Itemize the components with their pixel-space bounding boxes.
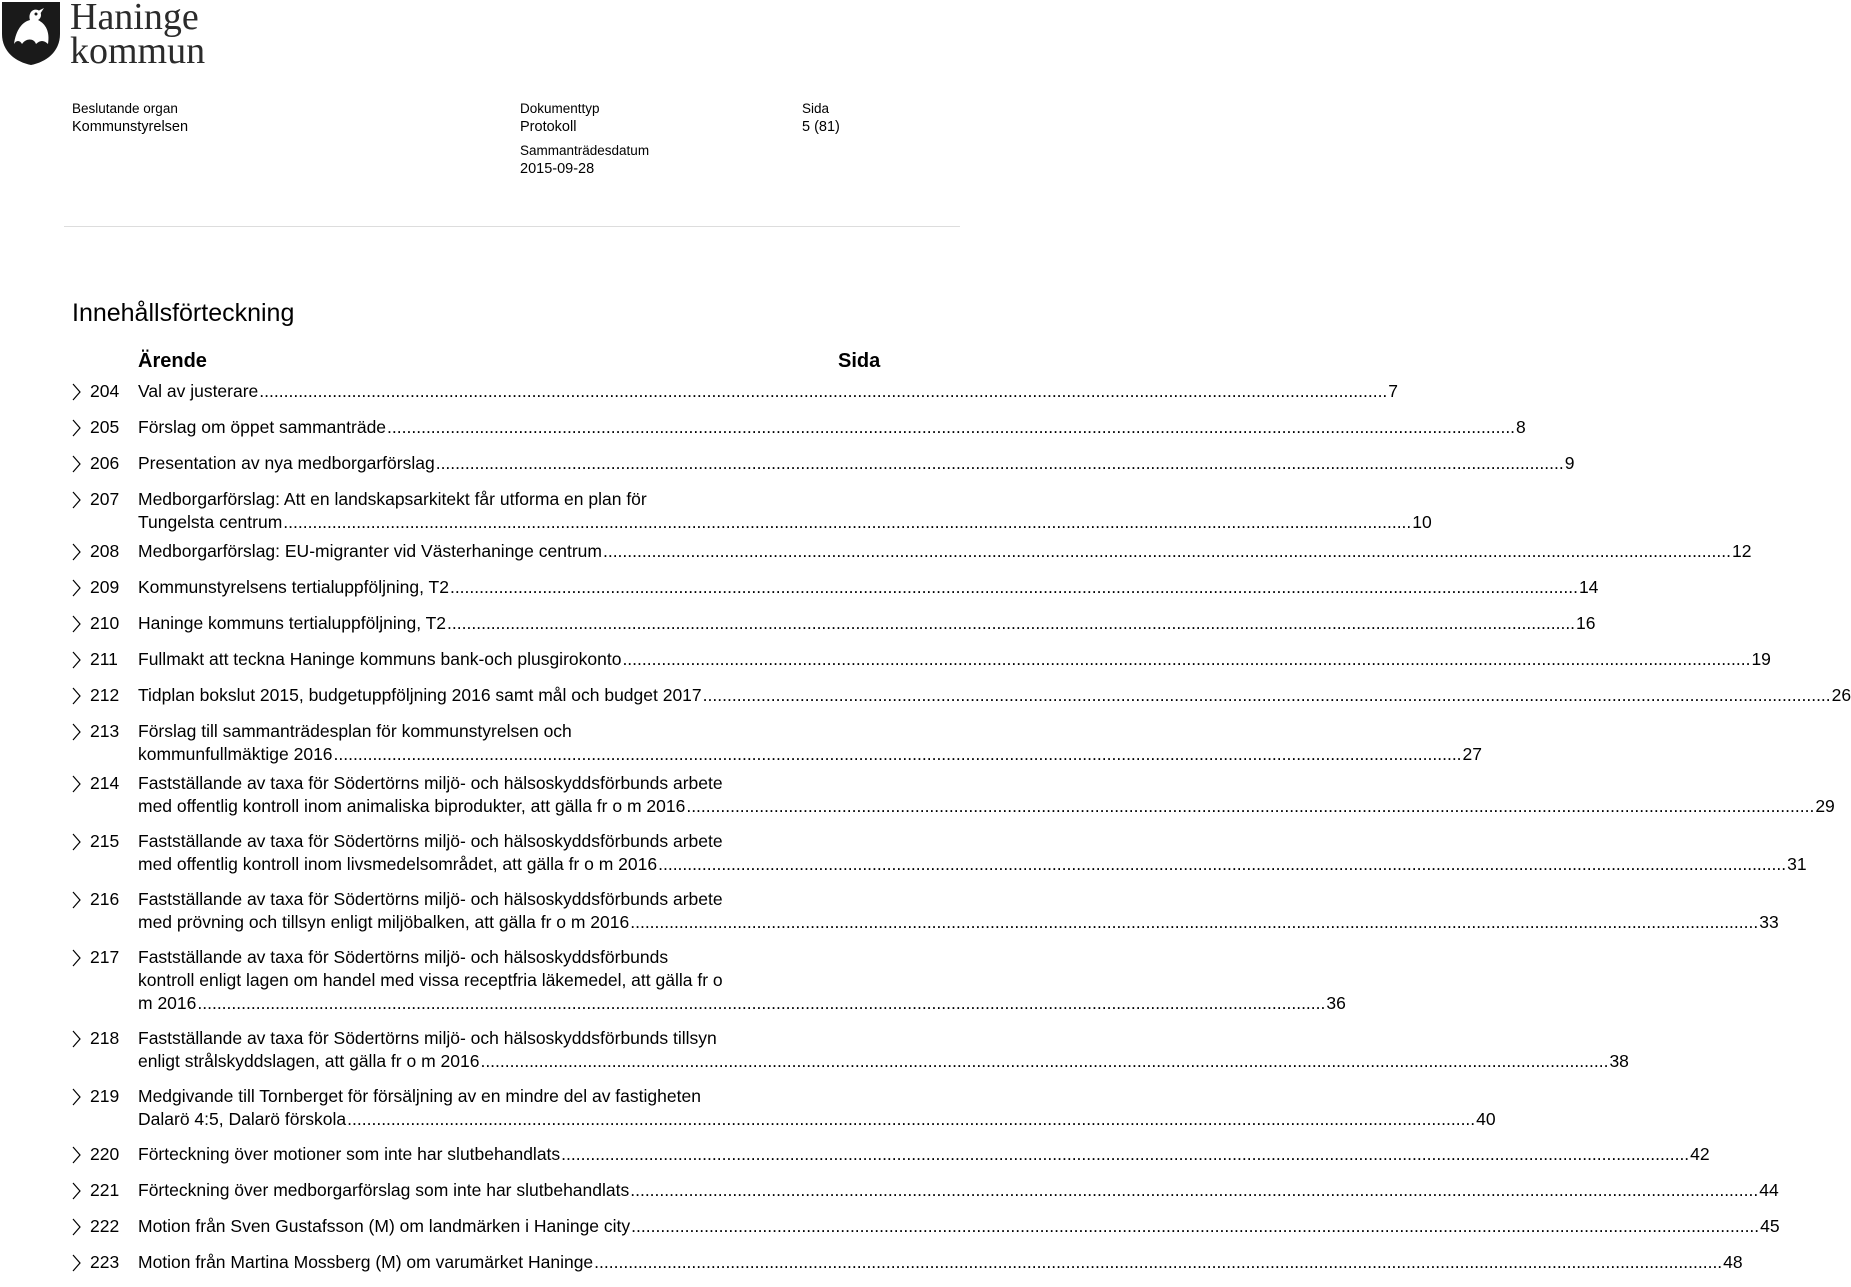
- toc-entry-number: 221: [90, 1180, 120, 1200]
- toc-entry-title: Medborgarförslag: EU-migranter vid Västerhaninge centrum: [138, 541, 602, 561]
- header-divider: [64, 226, 960, 227]
- meta-date: [520, 142, 649, 178]
- dot-leader: [703, 684, 1831, 707]
- toc-entry-number: 223: [90, 1252, 120, 1272]
- dot-leader: [603, 540, 1731, 563]
- meta-organ: [72, 100, 188, 136]
- chevron-right-icon[interactable]: [72, 946, 90, 976]
- toc-entry-page: 27: [1462, 744, 1483, 764]
- dot-leader: [561, 1143, 1689, 1166]
- toc-entry-last-line: [138, 1108, 1496, 1131]
- toc-entry[interactable]: [72, 576, 1599, 606]
- toc-entry-title: med prövning och tillsyn enligt miljöbalken, att gälla fr o m 2016: [138, 912, 630, 932]
- toc-entry-body: [138, 1251, 1743, 1281]
- meta-doctype: [520, 100, 600, 136]
- toc-entry-last-line: [138, 992, 1346, 1015]
- toc-entry-line: Fastställande av taxa för Södertörns miljö- och hälsoskyddsförbunds tillsyn: [138, 1028, 717, 1048]
- toc-entry[interactable]: [72, 1027, 1629, 1073]
- logo-text-line1: Haninge: [70, 0, 199, 38]
- toc-entry-last-line: [138, 511, 1432, 534]
- toc-entry-number: 219: [90, 1086, 120, 1106]
- dot-leader: [630, 911, 1758, 934]
- toc-entry-title: med offentlig kontroll inom livsmedelsområdet, att gälla fr o m 2016: [138, 854, 658, 874]
- dot-leader: [347, 1108, 1475, 1131]
- dot-leader: [436, 452, 1564, 475]
- toc-entry-page: 7: [1388, 381, 1399, 401]
- toc-entry-last-line: [138, 416, 1526, 439]
- meta-date-value: 2015-09-28: [520, 161, 595, 177]
- toc-entry-number: 207: [90, 489, 120, 509]
- toc-entry[interactable]: [72, 648, 1771, 678]
- toc-entry-number: 210: [90, 613, 120, 633]
- toc-entry-page: 38: [1609, 1051, 1629, 1071]
- toc-entry-page: 40: [1476, 1109, 1496, 1129]
- dot-leader: [630, 1179, 1758, 1202]
- column-header-page: Sida: [838, 350, 881, 372]
- toc-entry-title: Kommunstyrelsens tertialuppföljning, T2: [138, 577, 449, 597]
- toc-entry-page: 14: [1578, 577, 1599, 597]
- chevron-right-icon[interactable]: [72, 1085, 90, 1115]
- toc-entry-number: 213: [90, 721, 120, 741]
- meta-page: [802, 100, 840, 136]
- toc-entry-title: enligt strålskyddslagen, att gälla fr o m 2016: [138, 1051, 480, 1071]
- toc-entry[interactable]: [72, 946, 1346, 1015]
- toc-entry-page: 44: [1759, 1180, 1779, 1200]
- chevron-right-icon[interactable]: [72, 576, 90, 606]
- chevron-right-icon[interactable]: [72, 648, 90, 678]
- toc-entry[interactable]: [72, 416, 1526, 446]
- toc-entry-number: 211: [90, 649, 118, 669]
- toc-entry-last-line: [138, 795, 1835, 818]
- toc-entry-title: Förteckning över motioner som inte har slutbehandlats: [138, 1144, 561, 1164]
- toc-entry-title: Tungelsta centrum: [138, 512, 283, 532]
- toc-entry-last-line: [138, 540, 1751, 563]
- toc-entry-number: 214: [90, 773, 120, 793]
- toc-entry[interactable]: [72, 772, 1835, 818]
- toc-entry-title: kommunfullmäktige 2016: [138, 744, 333, 764]
- toc-entry[interactable]: [72, 380, 1399, 410]
- chevron-right-icon[interactable]: [72, 416, 90, 446]
- dot-leader: [197, 992, 1325, 1015]
- toc-entry[interactable]: [72, 540, 1752, 570]
- toc-entry-body: [138, 684, 1851, 714]
- toc-entry-number: 222: [90, 1216, 120, 1236]
- toc-entry-last-line: [138, 1251, 1743, 1274]
- dot-leader: [658, 853, 1786, 876]
- toc-list: [72, 380, 1851, 1287]
- meta-page-value: 5 (81): [802, 119, 840, 135]
- toc-entry-number: 217: [90, 947, 120, 967]
- toc-entry-body: [138, 380, 1398, 410]
- toc-entry-page: 42: [1690, 1144, 1710, 1164]
- dot-leader: [283, 511, 1411, 534]
- toc-entry-body: [138, 1085, 1496, 1131]
- toc-entry-last-line: [138, 1215, 1780, 1238]
- toc-entry[interactable]: [72, 1251, 1743, 1281]
- toc-entry-page: 48: [1723, 1252, 1743, 1272]
- toc-entry-page: 10: [1412, 512, 1432, 532]
- toc-entry-page: 8: [1516, 417, 1526, 437]
- dot-leader: [631, 1215, 1759, 1238]
- toc-entry[interactable]: [72, 1215, 1780, 1245]
- chevron-right-icon[interactable]: [72, 540, 90, 570]
- meta-doctype-label: Dokumenttyp: [520, 101, 600, 116]
- coat-of-arms-icon: [0, 0, 62, 66]
- toc-entry-last-line: [138, 380, 1398, 403]
- toc-entry-last-line: [138, 911, 1779, 934]
- toc-entry-page: 36: [1326, 993, 1346, 1013]
- toc-entry-body: [138, 1027, 1629, 1073]
- chevron-right-icon[interactable]: [72, 612, 90, 642]
- dot-leader: [622, 648, 1750, 671]
- logo-text-line2: kommun: [70, 30, 206, 72]
- dot-leader: [334, 743, 1462, 766]
- toc-entry-last-line: [138, 612, 1596, 635]
- toc-entry-page: 12: [1731, 541, 1752, 561]
- dot-leader: [387, 416, 1515, 439]
- toc-entry-body: [138, 1143, 1710, 1173]
- toc-entry-page: 16: [1576, 613, 1596, 633]
- toc-entry-number: 204: [90, 381, 120, 401]
- toc-entry-body: [138, 576, 1598, 606]
- toc-entry-title: Dalarö 4:5, Dalarö förskola: [138, 1109, 347, 1129]
- toc-entry-title: Fullmakt att teckna Haninge kommuns bank-och plusgirokonto: [138, 649, 622, 669]
- toc-entry-title: med offentlig kontroll inom animaliska biprodukter, att gälla fr o m 2016: [138, 796, 686, 816]
- dot-leader: [450, 576, 1578, 599]
- toc-entry-line: Fastställande av taxa för Södertörns miljö- och hälsoskyddsförbunds arbete: [138, 889, 723, 909]
- toc-entry-line: Fastställande av taxa för Södertörns miljö- och hälsoskyddsförbunds arbete: [138, 831, 723, 851]
- toc-entry-line: Medborgarförslag: Att en landskapsarkitekt får utforma en plan för: [138, 489, 647, 509]
- toc-entry-last-line: [138, 853, 1807, 876]
- chevron-right-icon[interactable]: [72, 380, 90, 410]
- toc-entry-title: Motion från Martina Mossberg (M) om varumärket Haninge: [138, 1252, 594, 1272]
- toc-entry[interactable]: [72, 1085, 1496, 1131]
- dot-leader: [594, 1251, 1722, 1274]
- toc-entry-last-line: [138, 684, 1851, 707]
- toc-entry-last-line: [138, 576, 1598, 599]
- toc-entry-body: [138, 1179, 1779, 1209]
- toc-entry-title: m 2016: [138, 993, 197, 1013]
- toc-entry-body: [138, 452, 1574, 482]
- toc-entry-line: Fastställande av taxa för Södertörns miljö- och hälsoskyddsförbunds arbete: [138, 773, 723, 793]
- toc-entry-body: [138, 946, 1346, 1015]
- toc-entry-body: [138, 612, 1596, 642]
- toc-entry-number: 216: [90, 889, 120, 909]
- meta-doctype-value: Protokoll: [520, 119, 577, 135]
- chevron-right-icon[interactable]: [72, 1027, 90, 1057]
- toc-entry-number: 208: [90, 541, 120, 561]
- dot-leader: [447, 612, 1575, 635]
- chevron-right-icon[interactable]: [72, 684, 90, 714]
- toc-entry-number: 206: [90, 453, 120, 473]
- chevron-right-icon[interactable]: [72, 720, 90, 750]
- toc-entry-last-line: [138, 648, 1771, 671]
- toc-entry-number: 218: [90, 1028, 120, 1048]
- toc-entry-line: Medgivande till Tornberget för försäljning av en mindre del av fastigheten: [138, 1086, 701, 1106]
- toc-entry-body: [138, 772, 1835, 818]
- toc-entry-last-line: [138, 1179, 1779, 1202]
- toc-entry[interactable]: [72, 888, 1779, 934]
- toc-entry-title: Motion från Sven Gustafsson (M) om landmärken i Haninge city: [138, 1216, 631, 1236]
- toc-entry-page: 45: [1760, 1216, 1780, 1236]
- haninge-logo: [0, 0, 230, 72]
- chevron-right-icon[interactable]: [72, 888, 90, 918]
- toc-entry-body: [138, 1215, 1780, 1245]
- toc-entry[interactable]: [72, 1143, 1710, 1173]
- meta-organ-value: Kommunstyrelsen: [72, 119, 189, 135]
- toc-entry-number: 215: [90, 831, 120, 851]
- toc-entry[interactable]: [72, 612, 1596, 642]
- toc-entry[interactable]: [72, 452, 1575, 482]
- toc-entry-last-line: [138, 1143, 1710, 1166]
- toc-entry[interactable]: [72, 1179, 1779, 1209]
- toc-entry-number: 220: [90, 1144, 120, 1164]
- toc-entry-page: 19: [1751, 649, 1771, 669]
- toc-entry-page: 26: [1831, 685, 1851, 705]
- toc-entry[interactable]: [72, 830, 1807, 876]
- toc-entry-title: Presentation av nya medborgarförslag: [138, 453, 435, 473]
- toc-entry-last-line: [138, 452, 1574, 475]
- toc-entry-page: 33: [1759, 912, 1779, 932]
- toc-entry-page: 31: [1787, 854, 1807, 874]
- chevron-right-icon[interactable]: [72, 1251, 90, 1281]
- meta-organ-label: Beslutande organ: [72, 101, 178, 116]
- toc-entry-last-line: [138, 743, 1482, 766]
- toc-entry-body: [138, 830, 1807, 876]
- toc-entry-last-line: [138, 1050, 1629, 1073]
- toc-entry[interactable]: [72, 720, 1483, 766]
- toc-entry-body: [138, 488, 1432, 534]
- toc-entry-title: Haninge kommuns tertialuppföljning, T2: [138, 613, 447, 633]
- toc-entry[interactable]: [72, 488, 1432, 534]
- chevron-right-icon[interactable]: [72, 772, 90, 802]
- toc-entry[interactable]: [72, 684, 1851, 714]
- meta-date-label: Sammanträdesdatum: [520, 143, 650, 158]
- toc-entry-number: 212: [90, 685, 120, 705]
- toc-entry-body: [138, 416, 1526, 446]
- toc-entry-page: 9: [1564, 453, 1575, 473]
- toc-entry-title: Förteckning över medborgarförslag som inte har slutbehandlats: [138, 1180, 630, 1200]
- toc-entry-body: [138, 888, 1779, 934]
- toc-entry-title: Tidplan bokslut 2015, budgetuppföljning 2016 samt mål och budget 2017: [138, 685, 702, 705]
- toc-entry-number: 205: [90, 417, 120, 437]
- toc-entry-title: Val av justerare: [138, 381, 259, 401]
- dot-leader: [259, 380, 1387, 403]
- dot-leader: [480, 1050, 1608, 1073]
- meta-page-label: Sida: [802, 101, 830, 116]
- chevron-right-icon[interactable]: [72, 1143, 90, 1173]
- chevron-right-icon[interactable]: [72, 830, 90, 860]
- toc-entry-line: Förslag till sammanträdesplan för kommunstyrelsen och: [138, 721, 572, 741]
- toc-entry-page: 29: [1815, 796, 1835, 816]
- toc-entry-body: [138, 648, 1771, 678]
- column-header-item: Ärende: [138, 350, 207, 372]
- toc-entry-body: [138, 540, 1751, 570]
- dot-leader: [686, 795, 1814, 818]
- chevron-right-icon[interactable]: [72, 1179, 90, 1209]
- chevron-right-icon[interactable]: [72, 452, 90, 482]
- chevron-right-icon[interactable]: [72, 488, 90, 518]
- chevron-right-icon[interactable]: [72, 1215, 90, 1245]
- toc-entry-number: 209: [90, 577, 120, 597]
- toc-entry-body: [138, 720, 1482, 766]
- toc-entry-line: Fastställande av taxa för Södertörns miljö- och hälsoskyddsförbunds: [138, 947, 669, 967]
- toc-entry-title: Förslag om öppet sammanträde: [138, 417, 387, 437]
- page-title: Innehållsförteckning: [72, 299, 295, 327]
- toc-entry-line: kontroll enligt lagen om handel med vissa receptfria läkemedel, att gälla fr o: [138, 970, 723, 990]
